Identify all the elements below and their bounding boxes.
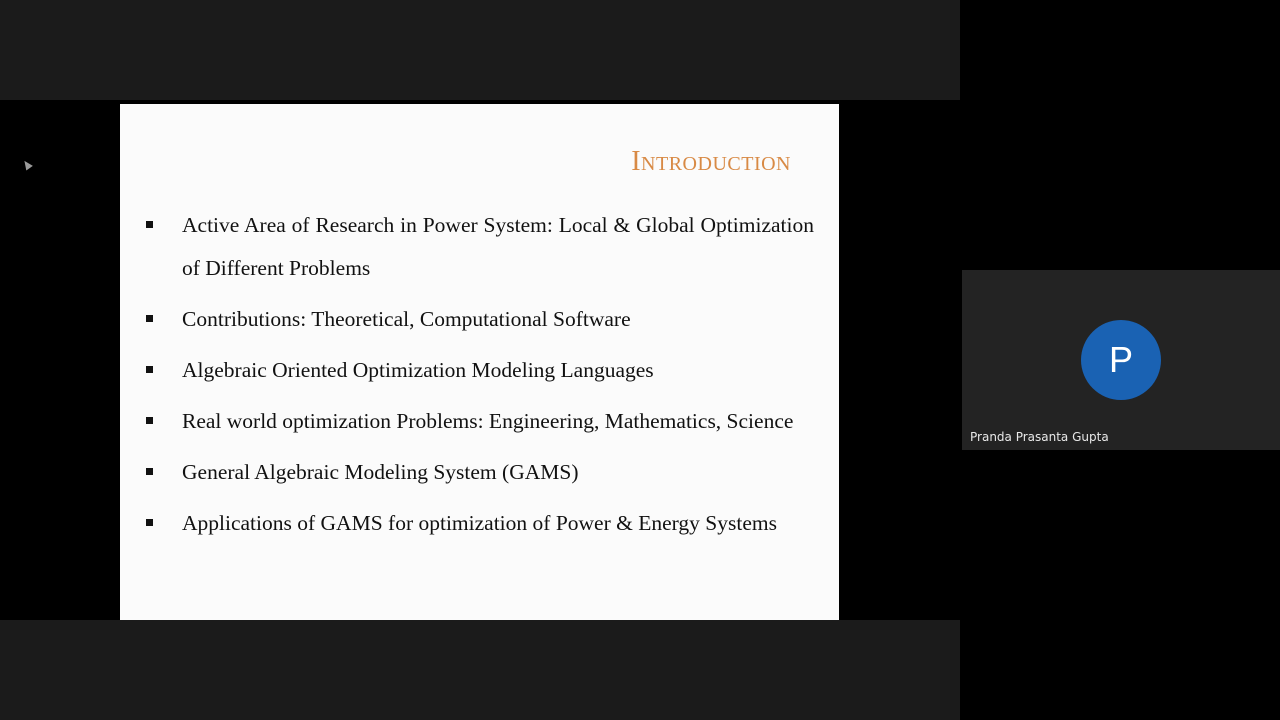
- slide-bullet-text: Real world optimization Problems: Engineering, Mathematics, Science: [182, 409, 794, 433]
- participant-tile[interactable]: [962, 270, 1280, 450]
- participant-name: Pranda Prasanta Gupta: [970, 430, 1109, 444]
- bullet-square-icon: [146, 468, 153, 475]
- bullet-square-icon: [146, 519, 153, 526]
- slide-bullet-text: Contributions: Theoretical, Computational Software: [182, 307, 631, 331]
- slide-bullet-list: [146, 204, 814, 553]
- slide-bullet: [146, 204, 814, 290]
- slide-bullet: [146, 349, 814, 392]
- slide-bullet-text: Applications of GAMS for optimization of Power & Energy Systems: [182, 511, 777, 535]
- avatar: P: [1081, 320, 1161, 400]
- bullet-square-icon: [146, 417, 153, 424]
- bullet-square-icon: [146, 366, 153, 373]
- slide-bullet-text: Algebraic Oriented Optimization Modeling Languages: [182, 358, 654, 382]
- slide-bullet-text: Active Area of Research in Power System: Local & Global Optimization of Different Problems: [182, 213, 814, 280]
- slide-title: Introduction: [631, 146, 791, 177]
- presentation-slide: [120, 104, 839, 620]
- slide-bullet: [146, 298, 814, 341]
- slide-bullet-text: General Algebraic Modeling System (GAMS): [182, 460, 579, 484]
- slide-bullet: [146, 451, 814, 494]
- bullet-square-icon: [146, 221, 153, 228]
- slide-bullet: [146, 502, 814, 545]
- bullet-square-icon: [146, 315, 153, 322]
- slide-bullet: [146, 400, 814, 443]
